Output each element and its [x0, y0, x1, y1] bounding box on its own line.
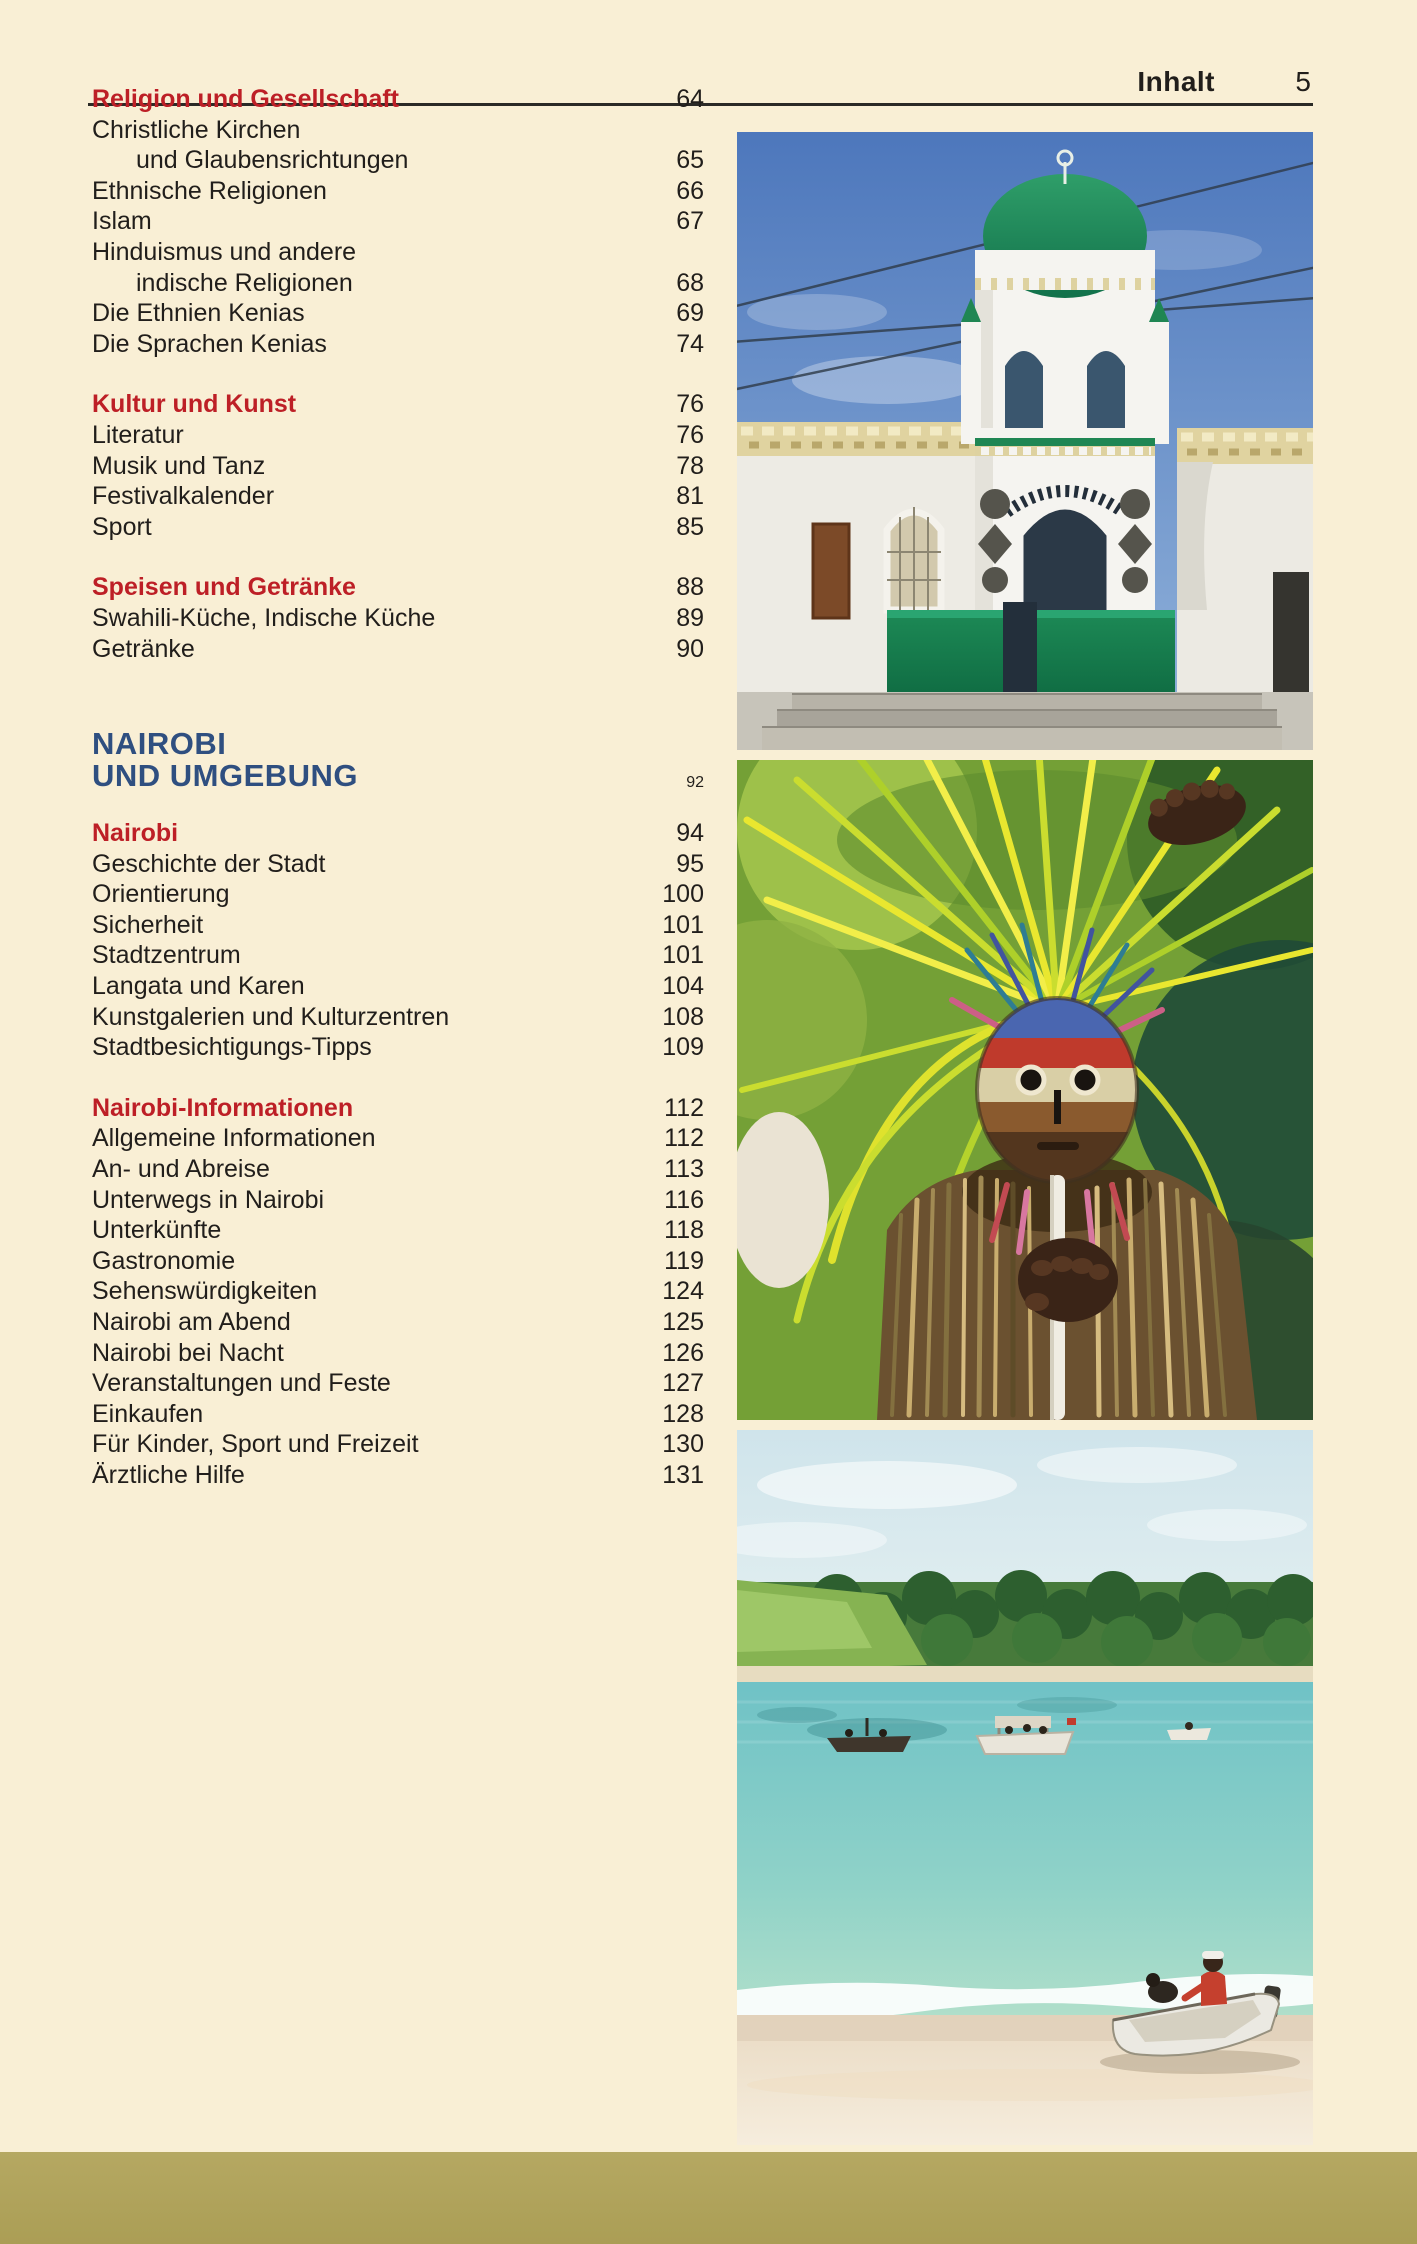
entry-page-number: 108 [662, 1002, 704, 1031]
masked-dancer-illustration [737, 760, 1313, 1420]
toc-entry [92, 176, 704, 207]
entry-page-number: 92 [686, 774, 704, 792]
toc-entry [92, 1338, 704, 1369]
toc-entry [92, 634, 704, 665]
toc-entry [92, 1246, 704, 1277]
toc-entry [92, 1276, 704, 1307]
entry-page-number: 118 [664, 1216, 704, 1245]
entry-page-number: 127 [662, 1369, 704, 1398]
toc-entry [92, 1307, 704, 1338]
entry-page-number: 88 [676, 573, 704, 602]
toc-heading-row [92, 389, 704, 420]
beach-illustration [737, 1430, 1313, 2145]
entry-page-number: 89 [676, 603, 704, 632]
entry-page-number: 101 [662, 910, 704, 939]
entry-label: Festivalkalender [92, 482, 275, 511]
entry-label: Islam [92, 207, 152, 236]
entry-label: Swahili-Küche, Indische Küche [92, 603, 436, 632]
entry-label: Nairobi bei Nacht [92, 1338, 284, 1367]
entry-page-number: 69 [676, 299, 704, 328]
entry-page-number [630, 115, 704, 146]
toc-entry [92, 910, 704, 941]
toc-heading-row [92, 84, 704, 115]
entry-page-number: 112 [664, 1124, 704, 1153]
toc-entry [92, 1185, 704, 1216]
entry-page-number: 100 [662, 880, 704, 909]
toc-entry [92, 115, 704, 146]
entry-label: Allgemeine Informationen [92, 1124, 376, 1153]
toc-heading-row [92, 1093, 704, 1124]
page-title: Inhalt [1137, 66, 1215, 97]
toc-heading-label: Nairobi-Informationen [92, 1093, 354, 1122]
entry-page-number: 104 [662, 972, 704, 1001]
entry-label: Für Kinder, Sport und Freizeit [92, 1430, 419, 1459]
toc-entry [92, 940, 704, 971]
toc-entry [92, 1460, 704, 1491]
toc-part [92, 728, 704, 792]
entry-page-number: 66 [676, 176, 704, 205]
entry-label: Die Sprachen Kenias [92, 329, 327, 358]
toc-entry [92, 849, 704, 880]
entry-page-number: 119 [664, 1246, 704, 1275]
toc-section [92, 84, 704, 359]
toc-section [92, 1093, 704, 1491]
toc-entry [92, 1002, 704, 1033]
entry-label: Musik und Tanz [92, 451, 266, 480]
toc-heading-label: Nairobi [92, 819, 179, 848]
entry-label: Ethnische Religionen [92, 176, 327, 205]
toc-entry [92, 1032, 704, 1063]
photo-masked-dancer [737, 760, 1313, 1420]
entry-label: An- und Abreise [92, 1155, 270, 1184]
entry-label: Gastronomie [92, 1246, 236, 1275]
entry-page-number: 101 [662, 941, 704, 970]
entry-page-number: 64 [676, 85, 704, 113]
entry-page-number: 74 [676, 329, 704, 358]
toc-entry [92, 879, 704, 910]
entry-page-number: 124 [662, 1277, 704, 1306]
toc-entry [92, 298, 704, 329]
entry-label: indische Religionen [136, 268, 353, 297]
entry-page-number: 90 [676, 634, 704, 663]
toc-entry [92, 1123, 704, 1154]
entry-label: Sehenswürdigkeiten [92, 1277, 318, 1306]
entry-label: Unterkünfte [92, 1216, 222, 1245]
page-number: 5 [1295, 66, 1311, 97]
toc-entry [92, 603, 704, 634]
entry-label: Unterwegs in Nairobi [92, 1185, 325, 1214]
part-heading-row [92, 728, 704, 792]
toc-heading-row [92, 572, 704, 603]
entry-label: Einkaufen [92, 1399, 204, 1428]
entry-page-number: 130 [662, 1430, 704, 1459]
toc-entry [92, 329, 704, 360]
entry-page-number: 128 [662, 1399, 704, 1428]
entry-page-number: 126 [662, 1338, 704, 1367]
entry-label: Nairobi am Abend [92, 1308, 291, 1336]
toc-entry [92, 1154, 704, 1185]
entry-page-number: 109 [662, 1033, 704, 1062]
entry-page-number: 76 [676, 390, 704, 419]
mosque-illustration [737, 132, 1313, 750]
toc-entry [92, 1429, 704, 1460]
part-title [92, 728, 358, 792]
toc-entry [92, 1399, 704, 1430]
toc-heading-row [92, 818, 704, 849]
entry-label: Ärztliche Hilfe [92, 1460, 245, 1489]
entry-page-number: 113 [664, 1155, 704, 1184]
toc-heading-label: Speisen und Getränke [92, 573, 356, 602]
entry-label: Christliche Kirchen [92, 115, 301, 144]
entry-label: Getränke [92, 634, 195, 663]
entry-page-number: 68 [676, 268, 704, 297]
entry-label: Sicherheit [92, 910, 204, 939]
entry-label: Stadtbesichtigungs-Tipps [92, 1033, 372, 1062]
toc-entry [92, 268, 704, 299]
part-title-line: NAIROBI [92, 726, 227, 762]
table-of-contents [92, 84, 704, 1491]
entry-label: Kunstgalerien und Kulturzentren [92, 1002, 450, 1031]
entry-label: Orientierung [92, 880, 230, 909]
toc-heading-label: Kultur und Kunst [92, 390, 297, 419]
toc-section [92, 389, 704, 542]
entry-page-number: 85 [676, 512, 704, 541]
entry-label: Geschichte der Stadt [92, 849, 326, 878]
entry-page-number: 65 [676, 146, 704, 175]
toc-section [92, 818, 704, 1063]
toc-section [92, 572, 704, 664]
toc-entry [92, 451, 704, 482]
photo-beach [737, 1430, 1313, 2145]
photo-mosque [737, 132, 1313, 750]
entry-label: Langata und Karen [92, 972, 305, 1001]
toc-heading-label: Religion und Gesellschaft [92, 85, 399, 113]
toc-entry [92, 481, 704, 512]
entry-label: Die Ethnien Kenias [92, 299, 305, 328]
entry-page-number: 112 [664, 1093, 704, 1122]
entry-page-number: 78 [676, 451, 704, 480]
entry-label: Literatur [92, 420, 184, 449]
footer-band [0, 2152, 1417, 2244]
entry-label: Hinduismus und andere [92, 237, 357, 266]
entry-page-number [630, 237, 704, 268]
toc-entry [92, 420, 704, 451]
entry-page-number: 95 [676, 849, 704, 878]
entry-label: und Glaubensrichtungen [136, 146, 409, 175]
entry-page-number: 67 [676, 207, 704, 236]
entry-label: Stadtzentrum [92, 941, 241, 970]
entry-page-number: 81 [676, 482, 704, 511]
toc-entry [92, 237, 704, 268]
entry-label: Sport [92, 512, 152, 541]
toc-entry [92, 512, 704, 543]
toc-entry [92, 971, 704, 1002]
entry-page-number: 94 [676, 819, 704, 848]
toc-entry [92, 145, 704, 176]
toc-entry [92, 206, 704, 237]
entry-page-number: 116 [664, 1185, 704, 1214]
toc-entry [92, 1368, 704, 1399]
entry-label: Veranstaltungen und Feste [92, 1369, 391, 1398]
entry-page-number: 131 [662, 1460, 704, 1489]
entry-page-number: 76 [676, 420, 704, 449]
toc-entry [92, 1215, 704, 1246]
entry-page-number: 125 [662, 1308, 704, 1336]
part-title-line: UND UMGEBUNG [92, 758, 359, 794]
